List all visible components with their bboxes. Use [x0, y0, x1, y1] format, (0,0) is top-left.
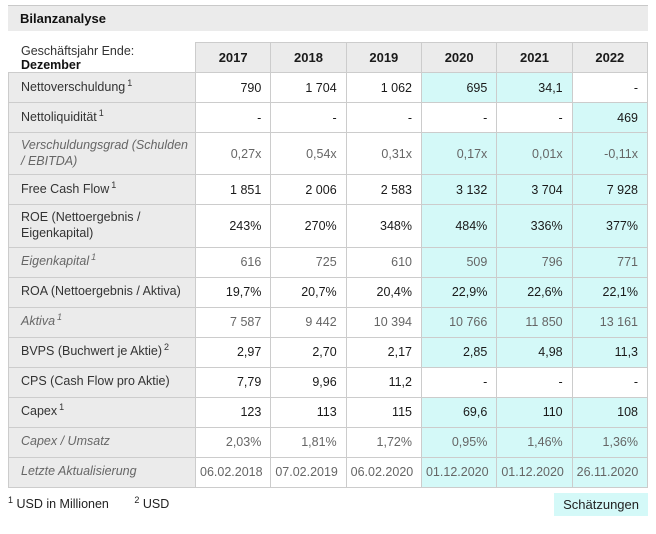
value-cell: 11,3 — [572, 337, 647, 367]
table-row — [9, 277, 648, 307]
row-label: Eigenkapital $^1$ — [9, 247, 196, 277]
value-cell: - — [572, 367, 647, 397]
value-cell: 115 — [346, 397, 421, 427]
value-cell: - — [196, 103, 271, 133]
value-cell: 9,96 — [271, 367, 346, 397]
value-cell: 06.02.2018 — [196, 457, 271, 487]
row-label: Verschuldungsgrad (Schulden / EBITDA) — [9, 133, 196, 175]
value-cell: 0,54x — [271, 133, 346, 175]
value-cell: 0,31x — [346, 133, 421, 175]
row-label: Nettoverschuldung $^1$ — [9, 73, 196, 103]
financial-table — [8, 42, 648, 488]
value-cell: 7 928 — [572, 175, 647, 205]
value-cell: 484% — [421, 205, 496, 247]
value-cell: 01.12.2020 — [497, 457, 572, 487]
table-row — [9, 457, 648, 487]
table-row — [9, 175, 648, 205]
footnote-1-text: USD in Millionen — [13, 497, 109, 511]
table-header-row — [9, 43, 648, 73]
value-cell: 26.11.2020 — [572, 457, 647, 487]
row-label: BVPS (Buchwert je Aktie) $^2$ — [9, 337, 196, 367]
table-row — [9, 205, 648, 247]
value-cell: 270% — [271, 205, 346, 247]
fiscal-year-end-label — [9, 43, 196, 73]
value-cell: 108 — [572, 397, 647, 427]
value-cell: - — [497, 367, 572, 397]
table-row — [9, 427, 648, 457]
value-cell: 616 — [196, 247, 271, 277]
value-cell: 1 062 — [346, 73, 421, 103]
value-cell: 4,98 — [497, 337, 572, 367]
value-cell: 0,17x — [421, 133, 496, 175]
footnote-marker: 1 — [57, 312, 63, 323]
value-cell: 695 — [421, 73, 496, 103]
section-title: Bilanzanalyse — [8, 5, 648, 31]
footnote-marker: 2 — [164, 342, 170, 353]
value-cell: 22,6% — [497, 277, 572, 307]
value-cell: 22,1% — [572, 277, 647, 307]
value-cell: 1 704 — [271, 73, 346, 103]
fiscal-label-prefix: Geschäftsjahr Ende: — [21, 43, 135, 58]
table-row — [9, 397, 648, 427]
value-cell: 7,79 — [196, 367, 271, 397]
value-cell: - — [271, 103, 346, 133]
value-cell: 796 — [497, 247, 572, 277]
value-cell: - — [421, 367, 496, 397]
value-cell: - — [421, 103, 496, 133]
footnote-usd — [134, 494, 170, 511]
value-cell: 22,9% — [421, 277, 496, 307]
value-cell: 11 850 — [497, 307, 572, 337]
year-header-2018: 2018 — [271, 43, 346, 73]
value-cell: 725 — [271, 247, 346, 277]
value-cell: 336% — [497, 205, 572, 247]
table-row — [9, 367, 648, 397]
value-cell: 771 — [572, 247, 647, 277]
value-cell: 0,95% — [421, 427, 496, 457]
table-row — [9, 337, 648, 367]
value-cell: 2 006 — [271, 175, 346, 205]
row-label: Nettoliquidität $^1$ — [9, 103, 196, 133]
value-cell: 610 — [346, 247, 421, 277]
table-footer — [8, 493, 648, 516]
footnote-2-text: USD — [139, 497, 170, 511]
estimates-badge: Schätzungen — [554, 493, 648, 516]
value-cell: 2 583 — [346, 175, 421, 205]
footnote-marker: 1 — [111, 179, 117, 190]
value-cell: -0,11x — [572, 133, 647, 175]
value-cell: 69,6 — [421, 397, 496, 427]
value-cell: 2,97 — [196, 337, 271, 367]
value-cell: 34,1 — [497, 73, 572, 103]
value-cell: 0,27x — [196, 133, 271, 175]
value-cell: 06.02.2020 — [346, 457, 421, 487]
value-cell: 01.12.2020 — [421, 457, 496, 487]
table-body — [9, 73, 648, 488]
row-label: Capex $^1$ — [9, 397, 196, 427]
value-cell: 243% — [196, 205, 271, 247]
year-header-2020: 2020 — [421, 43, 496, 73]
row-label: ROA (Nettoergebnis / Aktiva) — [9, 277, 196, 307]
value-cell: 07.02.2019 — [271, 457, 346, 487]
value-cell: 2,70 — [271, 337, 346, 367]
value-cell: 790 — [196, 73, 271, 103]
value-cell: 19,7% — [196, 277, 271, 307]
year-header-2022: 2022 — [572, 43, 647, 73]
value-cell: 509 — [421, 247, 496, 277]
value-cell: 2,85 — [421, 337, 496, 367]
footnote-1-marker: 1 — [8, 494, 14, 505]
footnote-marker: 1 — [127, 77, 133, 88]
footnote-2-marker: 2 — [134, 494, 140, 505]
value-cell: - — [346, 103, 421, 133]
row-label: Letzte Aktualisierung — [9, 457, 196, 487]
value-cell: 10 394 — [346, 307, 421, 337]
value-cell: 2,17 — [346, 337, 421, 367]
value-cell: 7 587 — [196, 307, 271, 337]
value-cell: 1,46% — [497, 427, 572, 457]
value-cell: 1 851 — [196, 175, 271, 205]
fiscal-label-month: Dezember — [21, 57, 81, 72]
row-label: CPS (Cash Flow pro Aktie) — [9, 367, 196, 397]
row-label: Capex / Umsatz — [9, 427, 196, 457]
value-cell: 1,72% — [346, 427, 421, 457]
table-row — [9, 133, 648, 175]
value-cell: 348% — [346, 205, 421, 247]
row-label: ROE (Nettoergebnis / Eigenkapital) — [9, 205, 196, 247]
value-cell: 0,01x — [497, 133, 572, 175]
table-row — [9, 73, 648, 103]
table-row — [9, 103, 648, 133]
year-header-2019: 2019 — [346, 43, 421, 73]
footnotes — [8, 494, 191, 511]
value-cell: 11,2 — [346, 367, 421, 397]
year-header-2017: 2017 — [196, 43, 271, 73]
value-cell: 110 — [497, 397, 572, 427]
value-cell: 3 132 — [421, 175, 496, 205]
value-cell: 10 766 — [421, 307, 496, 337]
footnote-marker: 1 — [91, 252, 97, 263]
value-cell: - — [572, 73, 647, 103]
value-cell: - — [497, 103, 572, 133]
value-cell: 469 — [572, 103, 647, 133]
year-header-2021: 2021 — [497, 43, 572, 73]
table-row — [9, 247, 648, 277]
value-cell: 13 161 — [572, 307, 647, 337]
value-cell: 3 704 — [497, 175, 572, 205]
value-cell: 20,4% — [346, 277, 421, 307]
value-cell: 2,03% — [196, 427, 271, 457]
row-label: Aktiva $^1$ — [9, 307, 196, 337]
table-row — [9, 307, 648, 337]
row-label: Free Cash Flow $^1$ — [9, 175, 196, 205]
value-cell: 9 442 — [271, 307, 346, 337]
value-cell: 123 — [196, 397, 271, 427]
value-cell: 1,36% — [572, 427, 647, 457]
footnote-marker: 1 — [98, 107, 104, 118]
value-cell: 113 — [271, 397, 346, 427]
value-cell: 377% — [572, 205, 647, 247]
footnote-marker: 1 — [59, 402, 65, 413]
value-cell: 1,81% — [271, 427, 346, 457]
value-cell: 20,7% — [271, 277, 346, 307]
footnote-usd-millions — [8, 494, 109, 511]
